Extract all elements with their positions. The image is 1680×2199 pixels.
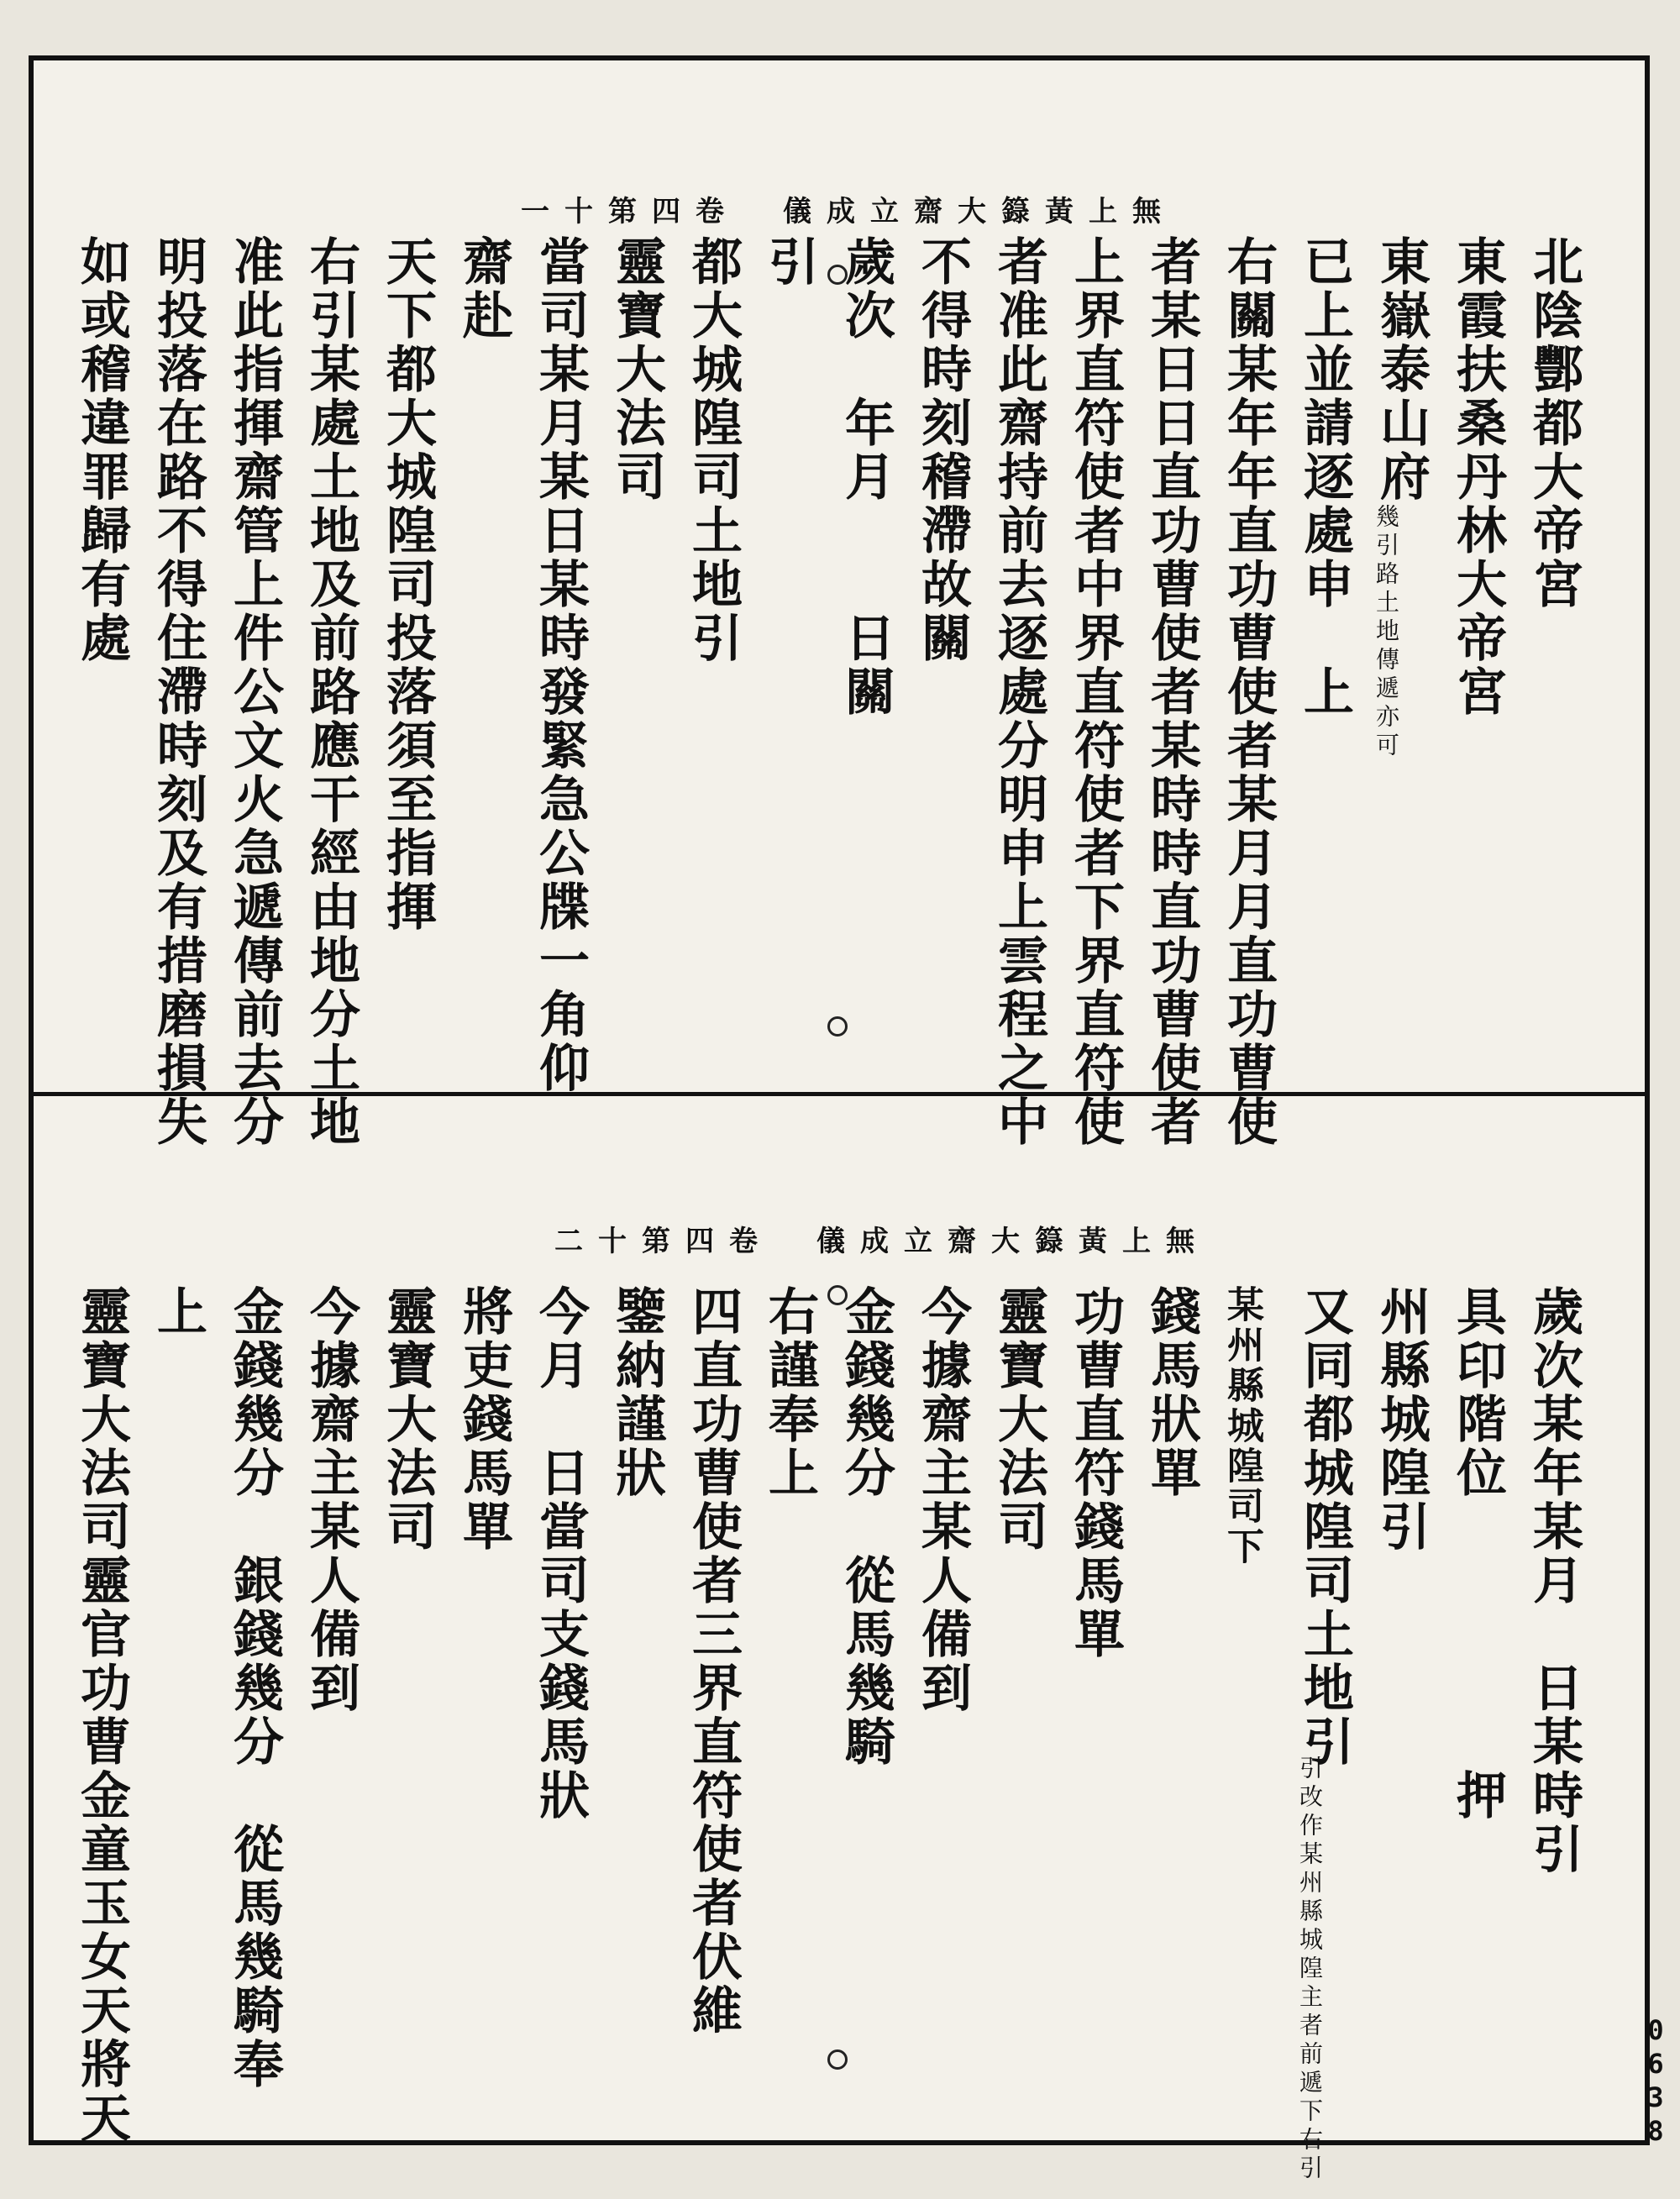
bottom-column: 具印階位 押 — [1448, 1285, 1507, 1823]
top-column: 如或稽違罪歸有處 — [72, 235, 131, 665]
top-column: 不得時刻稽滯故關 — [913, 235, 972, 665]
top-column: 者某日日直功曹使者某時時直功曹使者 — [1142, 235, 1201, 1149]
top-column: 右引某處土地及前路應干經由地分土地 — [302, 235, 360, 1149]
binding-hole — [827, 1285, 848, 1305]
bottom-column: 功曹直符錢馬單 — [1066, 1285, 1125, 1661]
bottom-column: 四直功曹使者三界直符使者伏維 — [684, 1285, 743, 2038]
bottom-column: 靈寶大法司 — [990, 1285, 1048, 1554]
top-column: 北陰酆都大帝宮 — [1525, 235, 1583, 611]
top-column: 東嶽泰山府 — [1372, 235, 1431, 504]
binding-hole — [827, 1016, 848, 1037]
top-column: 准此指揮齋管上件公文火急遞傳前去分 — [225, 235, 284, 1149]
bottom-column: 金錢幾分 從馬幾騎 — [837, 1285, 895, 1769]
top-column: 天下都大城隍司投落須至指揮 — [378, 235, 437, 934]
bottom-column: 州縣城隍引 — [1372, 1285, 1431, 1554]
bottom-column: 歲次某年某月 日某時引 — [1525, 1285, 1583, 1876]
page-number: 0638 — [1640, 2014, 1672, 2149]
bottom-column: 靈寶大法司靈官功曹金童玉女天將天 — [72, 1285, 131, 2145]
binding-hole — [827, 265, 848, 285]
top-column: 齋赴 — [454, 235, 513, 343]
bottom-column: 上 — [149, 1285, 207, 1339]
top-column: 明投落在路不得住滯時刻及有措磨損失 — [149, 235, 207, 1149]
bottom-column: 靈寶大法司 — [378, 1285, 437, 1554]
bottom-column: 今據齋主某人備到 — [913, 1285, 972, 1715]
top-column: 靈寶大法司 — [607, 235, 666, 504]
bottom-column: 金錢幾分 銀錢幾分 從馬幾騎奉 — [225, 1285, 284, 2091]
binding-hole — [827, 2049, 848, 2070]
top-column: 右關某年年直功曹使者某月月直功曹使 — [1219, 235, 1278, 1149]
top-column: 引 — [760, 235, 819, 289]
top-column: 已上並請逐處申 上 — [1295, 235, 1354, 719]
top-column: 當司某月某日某時發緊急公牒一角仰 — [531, 235, 590, 1095]
top-column: 者准此齋持前去逐處分明申上雲程之中 — [990, 235, 1048, 1149]
bottom-column: 某州縣城隍司下 — [1221, 1285, 1263, 1567]
top-column: 東霞扶桑丹林大帝宮 — [1448, 235, 1507, 719]
bottom-column: 今據齋主某人備到 — [302, 1285, 360, 1715]
bottom-column: 右謹奉上 — [760, 1285, 819, 1500]
bottom-column: 將吏錢馬單 — [454, 1285, 513, 1554]
bottom-column: 又同都城隍司土地引 — [1295, 1285, 1354, 1769]
top-column: 都大城隍司土地引 — [684, 235, 743, 665]
running-header-top: 無上黃籙大齋立成儀 卷四第十一 — [521, 195, 1176, 228]
top-column: 歲次 年月 日關 — [837, 235, 895, 719]
top-column-note: 幾引路土地傳遞亦可 — [1373, 504, 1400, 761]
bottom-column-note: 引改作某州縣城隍主者前遞下右引 — [1296, 1756, 1324, 2184]
bottom-column: 錢馬狀單 — [1142, 1285, 1201, 1500]
bottom-column: 今月 日當司支錢馬狀 — [531, 1285, 590, 1823]
top-column: 上界直符使者中界直符使者下界直符使 — [1066, 235, 1125, 1149]
bottom-column: 鑒納謹狀 — [607, 1285, 666, 1500]
running-header-bottom: 無上黃籙大齋立成儀 卷四第十二 — [554, 1225, 1210, 1258]
